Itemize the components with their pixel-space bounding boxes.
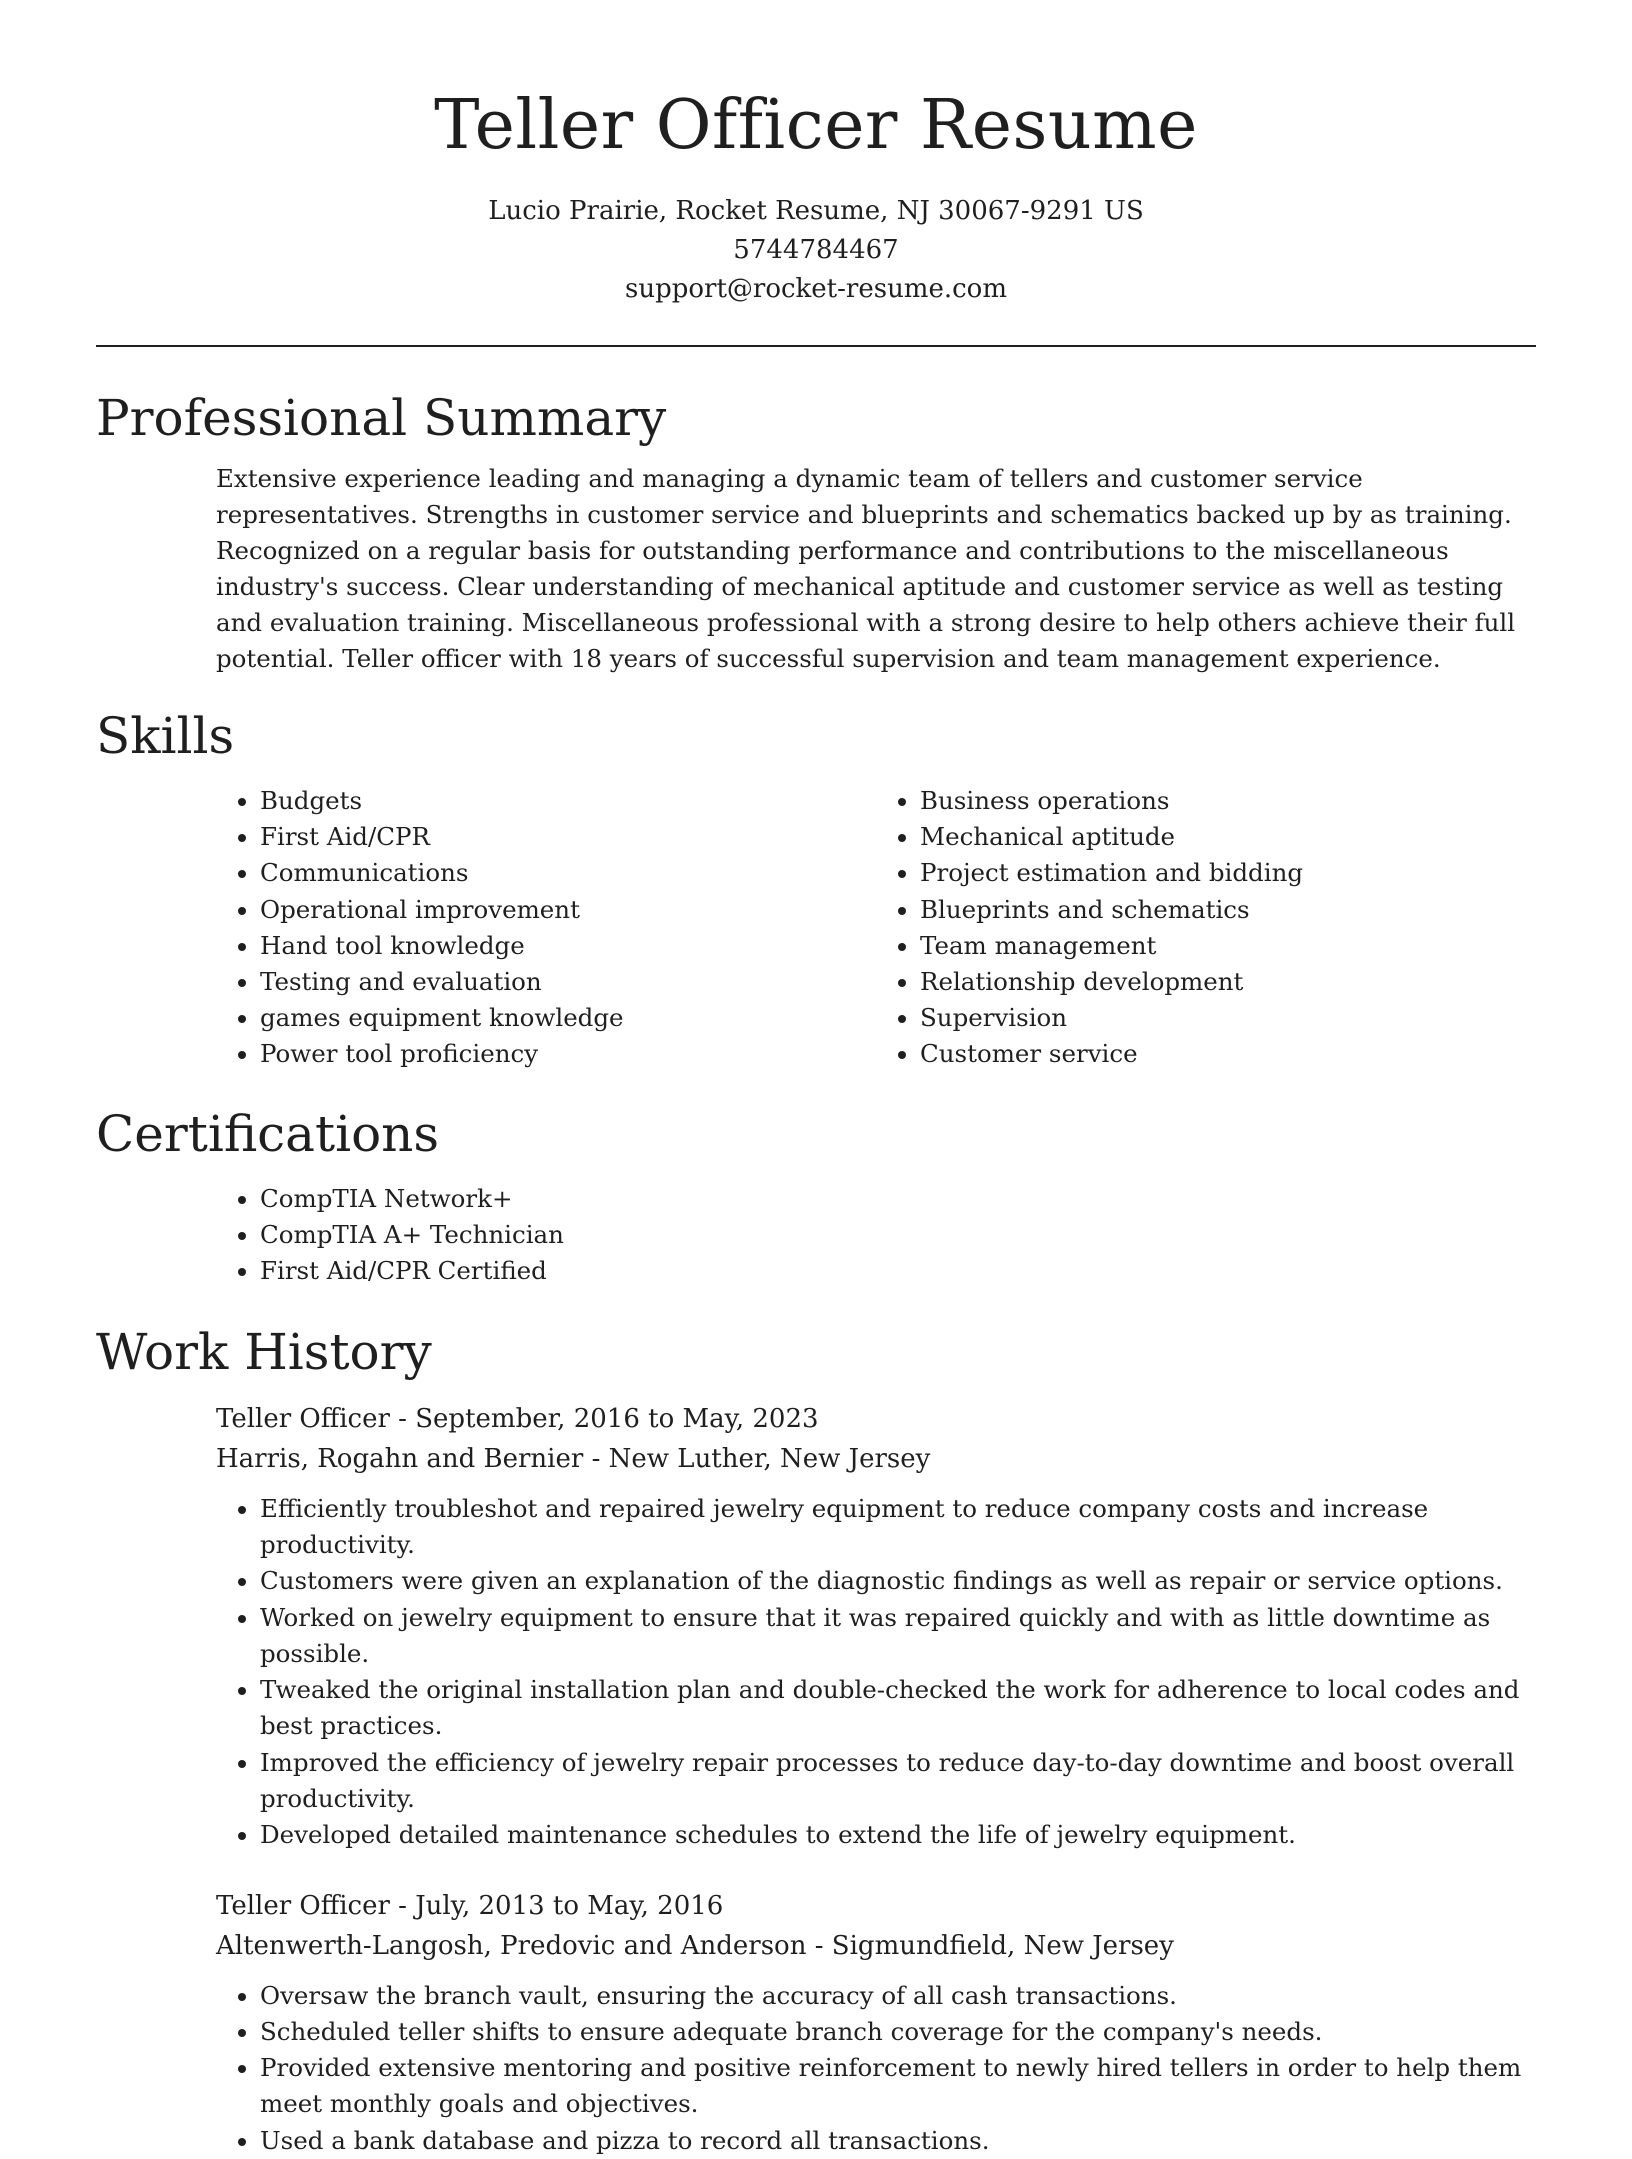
work-history-heading: Work History — [96, 1322, 432, 1381]
contact-block — [96, 192, 1536, 309]
contact-phone: 5744784467 — [733, 235, 899, 265]
certifications-section — [96, 1099, 1536, 1289]
job-bullet: • Efficiently troubleshot and repaired jewelry equipment to reduce company costs and increase productivity. — [260, 1491, 1536, 1564]
certifications-list — [216, 1181, 1536, 1289]
job-bullet: • Tweaked the original installation plan and double-checked the work for adherence to local codes and best practices. — [260, 1672, 1536, 1745]
job-bullet: • Oversaw the branch vault, ensuring the accuracy of all cash transactions. — [260, 1978, 1536, 2014]
certification-item: • First Aid/CPR Certified — [260, 1253, 1536, 1289]
skills-heading: Skills — [96, 707, 235, 765]
resume-title: Teller Officer Resume — [434, 86, 1198, 165]
skills-columns — [216, 783, 1536, 1073]
skill-item: • Power tool proficiency — [260, 1036, 876, 1072]
job-bullet: • Developed detailed maintenance schedules to extend the life of jewelry equipment. — [260, 1817, 1536, 1853]
job-bullet: • Improved the efficiency of jewelry repair processes to reduce day-to-day downtime and boost overall productivity. — [260, 1745, 1536, 1818]
contact-address: Lucio Prairie, Rocket Resume, NJ 30067-9291 US — [488, 196, 1144, 226]
job-title-line: Teller Officer - September, 2016 to May, 2023 — [216, 1403, 819, 1434]
resume-page — [96, 0, 1536, 2159]
skill-item: • Blueprints and schematics — [920, 892, 1536, 928]
professional-summary-section — [96, 383, 1536, 677]
skill-item: • First Aid/CPR — [260, 819, 876, 855]
skill-item: • Relationship development — [920, 964, 1536, 1000]
job-bullet: • Provided extensive mentoring and positive reinforcement to newly hired tellers in order to help them meet monthly goals and objectives. — [260, 2050, 1536, 2123]
resume-header — [96, 0, 1536, 309]
skill-item: • Business operations — [920, 783, 1536, 819]
job-dates: July, 2013 to May, 2016 — [415, 1890, 724, 1921]
job-bullet: • Customers were given an explanation of the diagnostic findings as well as repair or service options. — [260, 1563, 1536, 1599]
certification-item: • CompTIA A+ Technician — [260, 1217, 1536, 1253]
job-position: Teller Officer — [216, 1403, 390, 1434]
job-company-line: Altenwerth-Langosh, Predovic and Anderson - Sigmundfield, New Jersey — [216, 1930, 1174, 1961]
job-location: New Luther, New Jersey — [608, 1443, 931, 1474]
skills-right-column — [876, 783, 1536, 1073]
job-position: Teller Officer — [216, 1890, 390, 1921]
skill-item: • Hand tool knowledge — [260, 928, 876, 964]
professional-summary-heading: Professional Summary — [96, 389, 667, 447]
professional-summary-text: Extensive experience leading and managing a dynamic team of tellers and customer service representatives. Strengths in customer service and blueprints and schematics backed up by as training. Recognized on a regular basis for outstanding performance and contributions to the miscellaneous industry's success. Clear understanding of mechanical aptitude and customer service as well as testing and evaluation training. Miscellaneous professional with a strong desire to help others achieve their full potential. Teller officer with 18 years of successful supervision and team management experience. — [216, 464, 1516, 673]
skill-item: • Communications — [260, 855, 876, 891]
job-bullet-list — [216, 1491, 1536, 1854]
contact-email: support@rocket-resume.com — [624, 274, 1007, 304]
job-entry — [216, 1399, 1536, 1854]
job-title-line: Teller Officer - July, 2013 to May, 2016 — [216, 1890, 724, 1921]
job-bullet: • Scheduled teller shifts to ensure adequate branch coverage for the company's needs. — [260, 2014, 1536, 2050]
certification-item: • CompTIA Network+ — [260, 1181, 1536, 1217]
skill-item: • Customer service — [920, 1036, 1536, 1072]
job-company-line: Harris, Rogahn and Bernier - New Luther, New Jersey — [216, 1443, 931, 1474]
skill-item: • Testing and evaluation — [260, 964, 876, 1000]
job-location: Sigmundfield, New Jersey — [831, 1930, 1174, 1961]
skills-section — [96, 701, 1536, 1073]
skill-item: • Team management — [920, 928, 1536, 964]
job-dates: September, 2016 to May, 2023 — [415, 1403, 819, 1434]
skill-item: • Budgets — [260, 783, 876, 819]
job-entry — [216, 1886, 1536, 2159]
job-company: Harris, Rogahn and Bernier — [216, 1443, 584, 1474]
job-bullet-list — [216, 1978, 1536, 2159]
skill-item: • Mechanical aptitude — [920, 819, 1536, 855]
skills-left-column — [216, 783, 876, 1073]
job-bullet: • Worked on jewelry equipment to ensure that it was repaired quickly and with as little downtime as possible. — [260, 1600, 1536, 1673]
skill-item: • games equipment knowledge — [260, 1000, 876, 1036]
skill-item: • Supervision — [920, 1000, 1536, 1036]
header-divider — [96, 345, 1536, 347]
job-bullet: • Used a bank database and pizza to record all transactions. — [260, 2123, 1536, 2159]
skill-item: • Operational improvement — [260, 892, 876, 928]
skill-item: • Project estimation and bidding — [920, 855, 1536, 891]
certifications-heading: Certifications — [96, 1104, 440, 1163]
job-company: Altenwerth-Langosh, Predovic and Anderson — [216, 1930, 807, 1961]
work-history-section — [96, 1317, 1536, 2159]
